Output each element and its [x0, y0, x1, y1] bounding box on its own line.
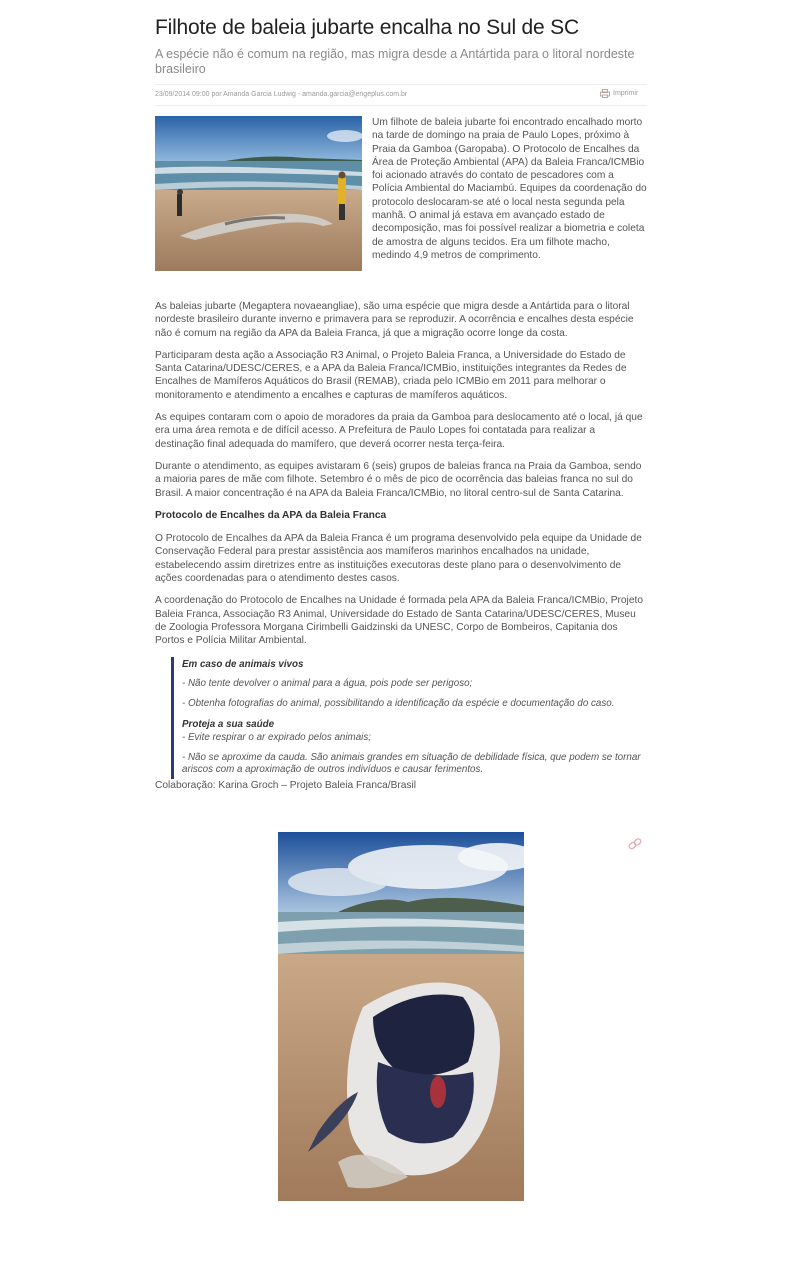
- divider: [155, 105, 647, 106]
- box-item: - Não tente devolver o animal para a água, pois pode ser perigoso;: [182, 678, 473, 690]
- box-item: - Não se aproxime da cauda. São animais grandes em situação de debilidade física, que podem se tornar ariscos com a aproximação de outros indivíduos e causar ferimentos.: [182, 751, 641, 776]
- section-heading: Protocolo de Encalhes da APA da Baleia Franca: [155, 509, 387, 521]
- link-icon[interactable]: [628, 837, 642, 856]
- article-meta: 23/09/2014 09:00 por Amanda Garcia Ludwig - amanda.garcia@engeplus.com.br: [155, 91, 408, 98]
- print-button[interactable]: [600, 89, 638, 98]
- paragraph: A coordenação do Protocolo de Encalhes na Unidade é formada pela APA da Baleia Franca/ICMBio, Projeto Baleia Franca, Associação R3 Animal, Universidade do Estado de Santa Catarina/UDESC/CERES, Museu de Zoologia Professora Morgana Cirimbelli Gaidzinski da UNESC, Corpo de Bombeiros, Capitania dos Portos e Polícia Militar Ambiental.: [155, 595, 643, 647]
- paragraph: As baleias jubarte (Megaptera novaeangliae), são uma espécie que migra desde a Antártida para o litoral nordeste brasileiro durante inverno e primavera para se reproduzir. A ocorrência e encalhes desta espécie não é comum na região da APA da Baleia Franca, já que a migração ocorre longe da costa.: [155, 301, 634, 339]
- guidance-box: [171, 657, 647, 780]
- divider: [155, 84, 647, 85]
- box-item: - Obtenha fotografias do animal, possibilitando a identificação da espécie e documentação do caso.: [182, 698, 615, 710]
- paragraph: O Protocolo de Encalhes da APA da Baleia Franca é um programa desenvolvido pela equipe da Unidade de Conservação Federal para prestar assistência aos mamíferos marinhos encalhados na unidade, estabelecendo assim diretrizes entre as instituições executoras deste plano para o desenvolvimento de ações coordenadas para o atendimento destes casos.: [155, 533, 642, 585]
- article-subtitle: A espécie não é comum na região, mas migra desde a Antártida para o litoral nordeste brasileiro: [155, 47, 635, 76]
- article-title: Filhote de baleia jubarte encalha no Sul de SC: [155, 16, 579, 39]
- print-label: Imprimir: [613, 90, 639, 97]
- box-item: - Evite respirar o ar expirado pelos animais;: [182, 731, 371, 743]
- whale-photo-large: [278, 832, 524, 1201]
- printer-icon: [600, 89, 610, 98]
- box-heading: Proteja a sua saúde: [182, 718, 275, 730]
- article-body: [155, 300, 647, 801]
- paragraph: Durante o atendimento, as equipes avistaram 6 (seis) grupos de baleias franca na Praia da Gamboa, sendo a maioria pares de mãe com filhote. Setembro é o mês de pico de ocorrência das baleias franca no sul do Brasil. A maior concentração é na APA da Baleia Franca/ICMBio, no litoral centro-sul de Santa Catarina.: [155, 460, 642, 499]
- article-lead: Um filhote de baleia jubarte foi encontrado encalhado morto na tarde de domingo na praia de Paulo Lopes, próximo à Praia da Gamboa (Garopaba). O Protocolo de Encalhes da Área de Proteção Ambiental (APA) da Baleia Franca/ICMBio foi acionado através do contato de pescadores com a Polícia Ambiental do Maciambú. Equipes da coordenação do protocolo deslocaram-se até o local nesta segunda pela manhã. O animal já estava em avançado estado de decomposição, mas foi possível realizar a biometria e coleta de amostra de alguns tecidos. Era um filhote macho, medindo 4,9 metros de comprimento.: [372, 117, 647, 261]
- paragraph: Participaram desta ação a Associação R3 Animal, o Projeto Baleia Franca, a Universidade do Estado de Santa Catarina/UDESC/CERES, e a APA da Baleia Franca/ICMBio, instituições integrantes da Redes de Encalhes de Mamíferos Aquáticos do Brasil (REMAB), criada pelo ICMBio em 2011 para melhorar o monitoramento e atendimento a encalhes e capturas de mamíferos aquáticos.: [155, 349, 627, 401]
- collaboration-credit: Colaboração: Karina Groch – Projeto Baleia Franca/Brasil: [155, 780, 417, 792]
- beach-photo-small: [155, 116, 362, 271]
- box-heading: Em caso de animais vivos: [182, 658, 304, 670]
- paragraph: As equipes contaram com o apoio de moradores da praia da Gamboa para deslocamento até o local, já que era uma área remota e de difícil acesso. A Prefeitura de Paulo Lopes foi contatada para realizar a destinação final adequada do mamífero, que deverá ocorrer nesta terça-feira.: [155, 412, 643, 450]
